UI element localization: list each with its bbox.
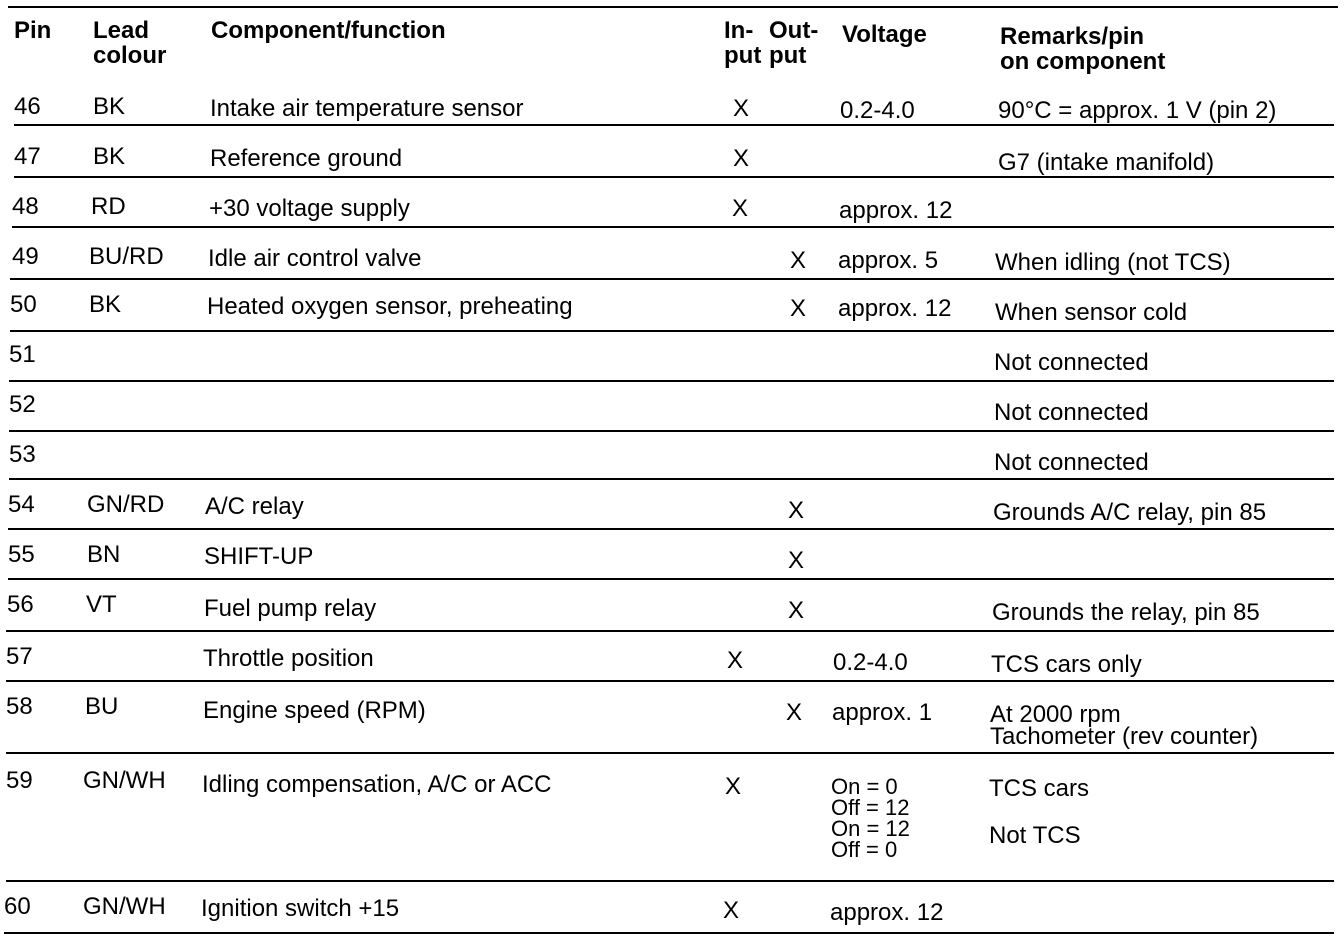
row-pin: 51 bbox=[9, 341, 36, 368]
row-remarks: When idling (not TCS) bbox=[995, 249, 1231, 276]
row-rule bbox=[9, 430, 1334, 432]
row-lead: BK bbox=[93, 143, 126, 170]
header-voltage: Voltage bbox=[842, 21, 927, 48]
row-voltage: approx. 5 bbox=[838, 247, 939, 274]
row-pin: 57 bbox=[6, 643, 33, 670]
row-remarks-line2: Not TCS bbox=[989, 822, 1081, 849]
row-component: Engine speed (RPM) bbox=[203, 697, 426, 724]
row-voltage-line3: On = 12 bbox=[831, 816, 910, 841]
row-pin: 59 bbox=[6, 767, 33, 794]
header-pin: Pin bbox=[14, 17, 52, 44]
row-rule bbox=[6, 630, 1334, 632]
row-component: Throttle position bbox=[203, 645, 374, 672]
header-output bbox=[769, 18, 818, 68]
row-input: X bbox=[725, 773, 742, 800]
row-lead: GN/WH bbox=[83, 767, 166, 794]
row-rule bbox=[14, 176, 1334, 178]
row-component: Heated oxygen sensor, preheating bbox=[207, 293, 573, 320]
row-component: Ignition switch +15 bbox=[201, 895, 400, 922]
row-lead: BU/RD bbox=[89, 243, 164, 270]
header-input bbox=[724, 18, 761, 68]
row-voltage-line1: On = 0 bbox=[831, 774, 898, 799]
row-remarks: Grounds the relay, pin 85 bbox=[992, 599, 1260, 626]
row-remarks: 90°C = approx. 1 V (pin 2) bbox=[998, 97, 1277, 124]
row-pin: 53 bbox=[9, 441, 36, 468]
row-voltage bbox=[831, 776, 910, 860]
row-lead: RD bbox=[91, 193, 126, 220]
row-lead: GN/RD bbox=[87, 491, 165, 518]
table-header bbox=[0, 14, 1344, 94]
row-lead: BK bbox=[89, 291, 122, 318]
row-voltage: approx. 1 bbox=[832, 699, 933, 726]
row-remarks: Grounds A/C relay, pin 85 bbox=[993, 499, 1267, 526]
row-remarks bbox=[990, 702, 1258, 749]
row-input: X bbox=[727, 647, 744, 674]
row-lead: GN/WH bbox=[83, 893, 166, 920]
row-input: X bbox=[733, 95, 750, 122]
row-rule bbox=[12, 226, 1334, 228]
row-remarks: Not connected bbox=[994, 399, 1149, 426]
header-remarks bbox=[1000, 24, 1165, 74]
row-component: Idle air control valve bbox=[208, 245, 422, 272]
row-component: A/C relay bbox=[205, 493, 304, 520]
header-lead-line2: colour bbox=[93, 42, 167, 69]
row-output: X bbox=[788, 547, 805, 574]
row-pin: 49 bbox=[12, 243, 39, 270]
row-remarks: TCS cars only bbox=[991, 651, 1142, 678]
row-component: Intake air temperature sensor bbox=[210, 95, 524, 122]
row-remarks: Not connected bbox=[994, 449, 1149, 476]
row-voltage: approx. 12 bbox=[838, 295, 952, 322]
row-rule bbox=[6, 680, 1334, 682]
row-rule bbox=[6, 752, 1334, 754]
row-input: X bbox=[723, 897, 740, 924]
row-output: X bbox=[790, 247, 807, 274]
row-lead: BK bbox=[93, 93, 126, 120]
row-pin: 56 bbox=[7, 591, 34, 618]
row-pin: 47 bbox=[14, 143, 41, 170]
row-voltage: approx. 12 bbox=[830, 899, 944, 926]
row-pin: 55 bbox=[8, 541, 35, 568]
header-component: Component/function bbox=[211, 17, 446, 44]
row-lead: VT bbox=[86, 591, 117, 618]
table-top-rule bbox=[8, 6, 1338, 8]
header-output-line1: Out- bbox=[769, 17, 819, 44]
row-pin: 60 bbox=[4, 893, 31, 920]
row-component: +30 voltage supply bbox=[209, 195, 410, 222]
row-pin: 50 bbox=[10, 291, 37, 318]
row-rule bbox=[4, 932, 1334, 934]
row-voltage: approx. 12 bbox=[839, 197, 953, 224]
row-lead: BU bbox=[85, 693, 119, 720]
row-remarks: G7 (intake manifold) bbox=[998, 149, 1215, 176]
row-output: X bbox=[790, 295, 807, 322]
row-output: X bbox=[788, 597, 805, 624]
row-pin: 46 bbox=[14, 93, 41, 120]
row-pin: 58 bbox=[6, 693, 33, 720]
row-rule bbox=[9, 478, 1334, 480]
row-component: Reference ground bbox=[210, 145, 403, 172]
row-lead: BN bbox=[87, 541, 121, 568]
row-component: SHIFT-UP bbox=[204, 543, 314, 570]
row-output: X bbox=[786, 699, 803, 726]
row-pin: 52 bbox=[9, 391, 36, 418]
row-remarks-line1: At 2000 rpm bbox=[990, 701, 1121, 728]
row-voltage-line2: Off = 12 bbox=[831, 795, 910, 820]
row-component: Idling compensation, A/C or ACC bbox=[202, 771, 552, 798]
row-input: X bbox=[732, 195, 749, 222]
row-rule bbox=[8, 528, 1334, 530]
row-rule bbox=[8, 578, 1334, 580]
row-voltage: 0.2-4.0 bbox=[840, 97, 915, 124]
row-component: Fuel pump relay bbox=[204, 595, 377, 622]
header-remarks-line1: Remarks/pin bbox=[1000, 23, 1145, 50]
row-remarks: When sensor cold bbox=[995, 299, 1188, 326]
row-remarks-line1: TCS cars bbox=[989, 775, 1090, 802]
row-rule bbox=[9, 380, 1334, 382]
row-rule bbox=[10, 330, 1334, 332]
row-pin: 54 bbox=[8, 491, 35, 518]
row-rule bbox=[14, 124, 1334, 126]
row-rule bbox=[10, 278, 1334, 280]
header-input-line1: In- bbox=[724, 17, 754, 44]
header-lead-colour bbox=[93, 18, 166, 68]
row-voltage: 0.2-4.0 bbox=[833, 649, 908, 676]
header-output-line2: put bbox=[769, 42, 807, 69]
row-rule bbox=[6, 880, 1334, 882]
header-input-line2: put bbox=[724, 42, 762, 69]
row-remarks: Not connected bbox=[994, 349, 1149, 376]
row-voltage-line4: Off = 0 bbox=[831, 837, 898, 862]
header-remarks-line2: on component bbox=[1000, 48, 1166, 75]
row-remarks-line2: Tachometer (rev counter) bbox=[990, 723, 1259, 750]
header-lead-line1: Lead bbox=[93, 17, 150, 44]
row-remarks bbox=[989, 776, 1089, 848]
row-input: X bbox=[733, 145, 750, 172]
row-pin: 48 bbox=[12, 193, 39, 220]
row-output: X bbox=[788, 497, 805, 524]
